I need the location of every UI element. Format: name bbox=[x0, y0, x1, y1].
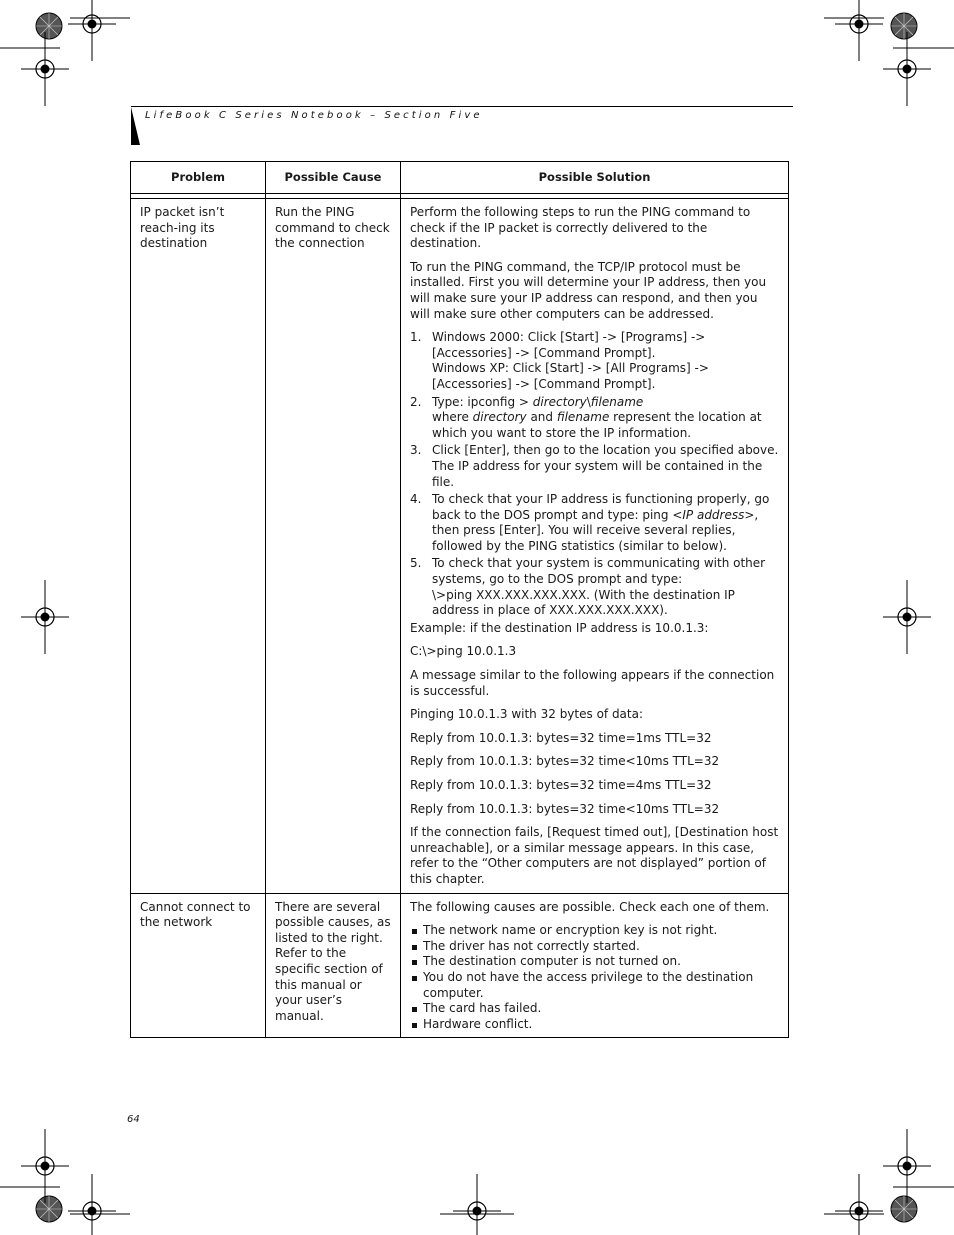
step-subtext: where directory and filename represent the location at which you want to store the IP information. bbox=[432, 410, 762, 440]
command-text: C:\>ping 10.0.1.3 bbox=[410, 644, 517, 659]
cause-cell: There are several possible causes, as listed to the right. Refer to the specific section of this manual or your user’s manual. bbox=[266, 893, 401, 1038]
causes-list bbox=[410, 923, 779, 1032]
pinging-line: Pinging 10.0.1.3 with 32 bytes of data: bbox=[410, 707, 644, 722]
reply-line: Reply from 10.0.1.3: bytes=32 time=1ms TTL=32 bbox=[410, 730, 712, 745]
reply-line: Reply from 10.0.1.3: bytes=32 time=4ms TTL=32 bbox=[410, 778, 712, 792]
list-item bbox=[410, 443, 779, 490]
header-rule bbox=[131, 106, 793, 107]
example-text: Example: if the destination IP address is 10.0.1.3: bbox=[410, 620, 709, 635]
list-item bbox=[410, 395, 779, 442]
ping-steps-list bbox=[410, 330, 779, 619]
step-subtext: Windows XP: Click [Start] -> [All Programs] -> [Accessories] -> [Command Prompt]. bbox=[432, 361, 709, 391]
step-number: 4. bbox=[410, 492, 422, 507]
solution-prereq: To run the PING command, the TCP/IP protocol must be installed. First you will determine your IP address, then you will make sure your IP address can respond, and then you will make sure other computers can be addressed. bbox=[410, 259, 767, 321]
step-text: Click [Enter], then go to the location you specified above. The IP address for your system will be contained in the file. bbox=[432, 443, 779, 489]
list-item: You do not have the access privilege to the destination computer. bbox=[410, 970, 779, 1001]
column-header-solution: Possible Solution bbox=[401, 162, 789, 194]
table-header-row bbox=[131, 162, 789, 194]
cause-cell: Run the PING command to check the connection bbox=[266, 199, 401, 894]
list-item: The network name or encryption key is not right. bbox=[410, 923, 779, 939]
step-text: Windows 2000: Click [Start] -> [Programs] -> [Accessories] -> [Command Prompt]. bbox=[432, 330, 706, 360]
reply-line: Reply from 10.0.1.3: bytes=32 time<10ms TTL=32 bbox=[410, 754, 720, 769]
list-item bbox=[410, 556, 779, 618]
list-item bbox=[410, 330, 779, 392]
problem-cell: Cannot connect to the network bbox=[131, 893, 266, 1038]
step-text: To check that your IP address is functioning properly, go back to the DOS prompt and type: ping <IP address>, then press [Enter]. You will receive several replies, followed by the PING statistics (similar to below). bbox=[432, 492, 770, 553]
solution-intro: Perform the following steps to run the PING command to check if the IP packet is correctly delivered to the destination. bbox=[410, 205, 751, 251]
problem-cell: IP packet isn’t reach-ing its destination bbox=[131, 199, 266, 894]
step-number: 1. bbox=[410, 330, 422, 345]
solution-cell bbox=[401, 893, 789, 1038]
list-item: The driver has not correctly started. bbox=[410, 939, 779, 955]
step-number: 3. bbox=[410, 443, 422, 458]
step-text: Type: ipconfig > directory\filename bbox=[432, 394, 644, 409]
failure-text: If the connection fails, [Request timed out], [Destination host unreachable], or a similar message appears. In this case, refer to the “Other computers are not displayed” portion of this chapter. bbox=[410, 825, 779, 886]
column-header-problem: Problem bbox=[131, 162, 266, 194]
list-item: The destination computer is not turned on. bbox=[410, 954, 779, 970]
solution-cell bbox=[401, 199, 789, 894]
column-header-cause: Possible Cause bbox=[266, 162, 401, 194]
table-row bbox=[131, 199, 789, 894]
step-number: 5. bbox=[410, 556, 422, 571]
troubleshooting-table bbox=[130, 161, 789, 1038]
solution-intro: The following causes are possible. Check each one of them. bbox=[410, 899, 770, 914]
list-item: The card has failed. bbox=[410, 1001, 779, 1017]
step-subtext: \>ping XXX.XXX.XXX.XXX. (With the destination IP address in place of XXX.XXX.XXX.XXX). bbox=[432, 587, 735, 618]
list-item: Hardware conflict. bbox=[410, 1017, 779, 1033]
page-number: 64 bbox=[127, 1114, 140, 1125]
header-tab-marker bbox=[131, 107, 140, 145]
list-item bbox=[410, 492, 779, 554]
reply-line: Reply from 10.0.1.3: bytes=32 time<10ms TTL=32 bbox=[410, 801, 720, 816]
table-row bbox=[131, 893, 789, 1038]
message-intro: A message similar to the following appears if the connection is successful. bbox=[410, 668, 775, 698]
running-header: LifeBook C Series Notebook – Section Five bbox=[145, 110, 483, 121]
step-number: 2. bbox=[410, 394, 422, 409]
step-text: To check that your system is communicating with other systems, go to the DOS prompt and type: bbox=[432, 556, 766, 587]
